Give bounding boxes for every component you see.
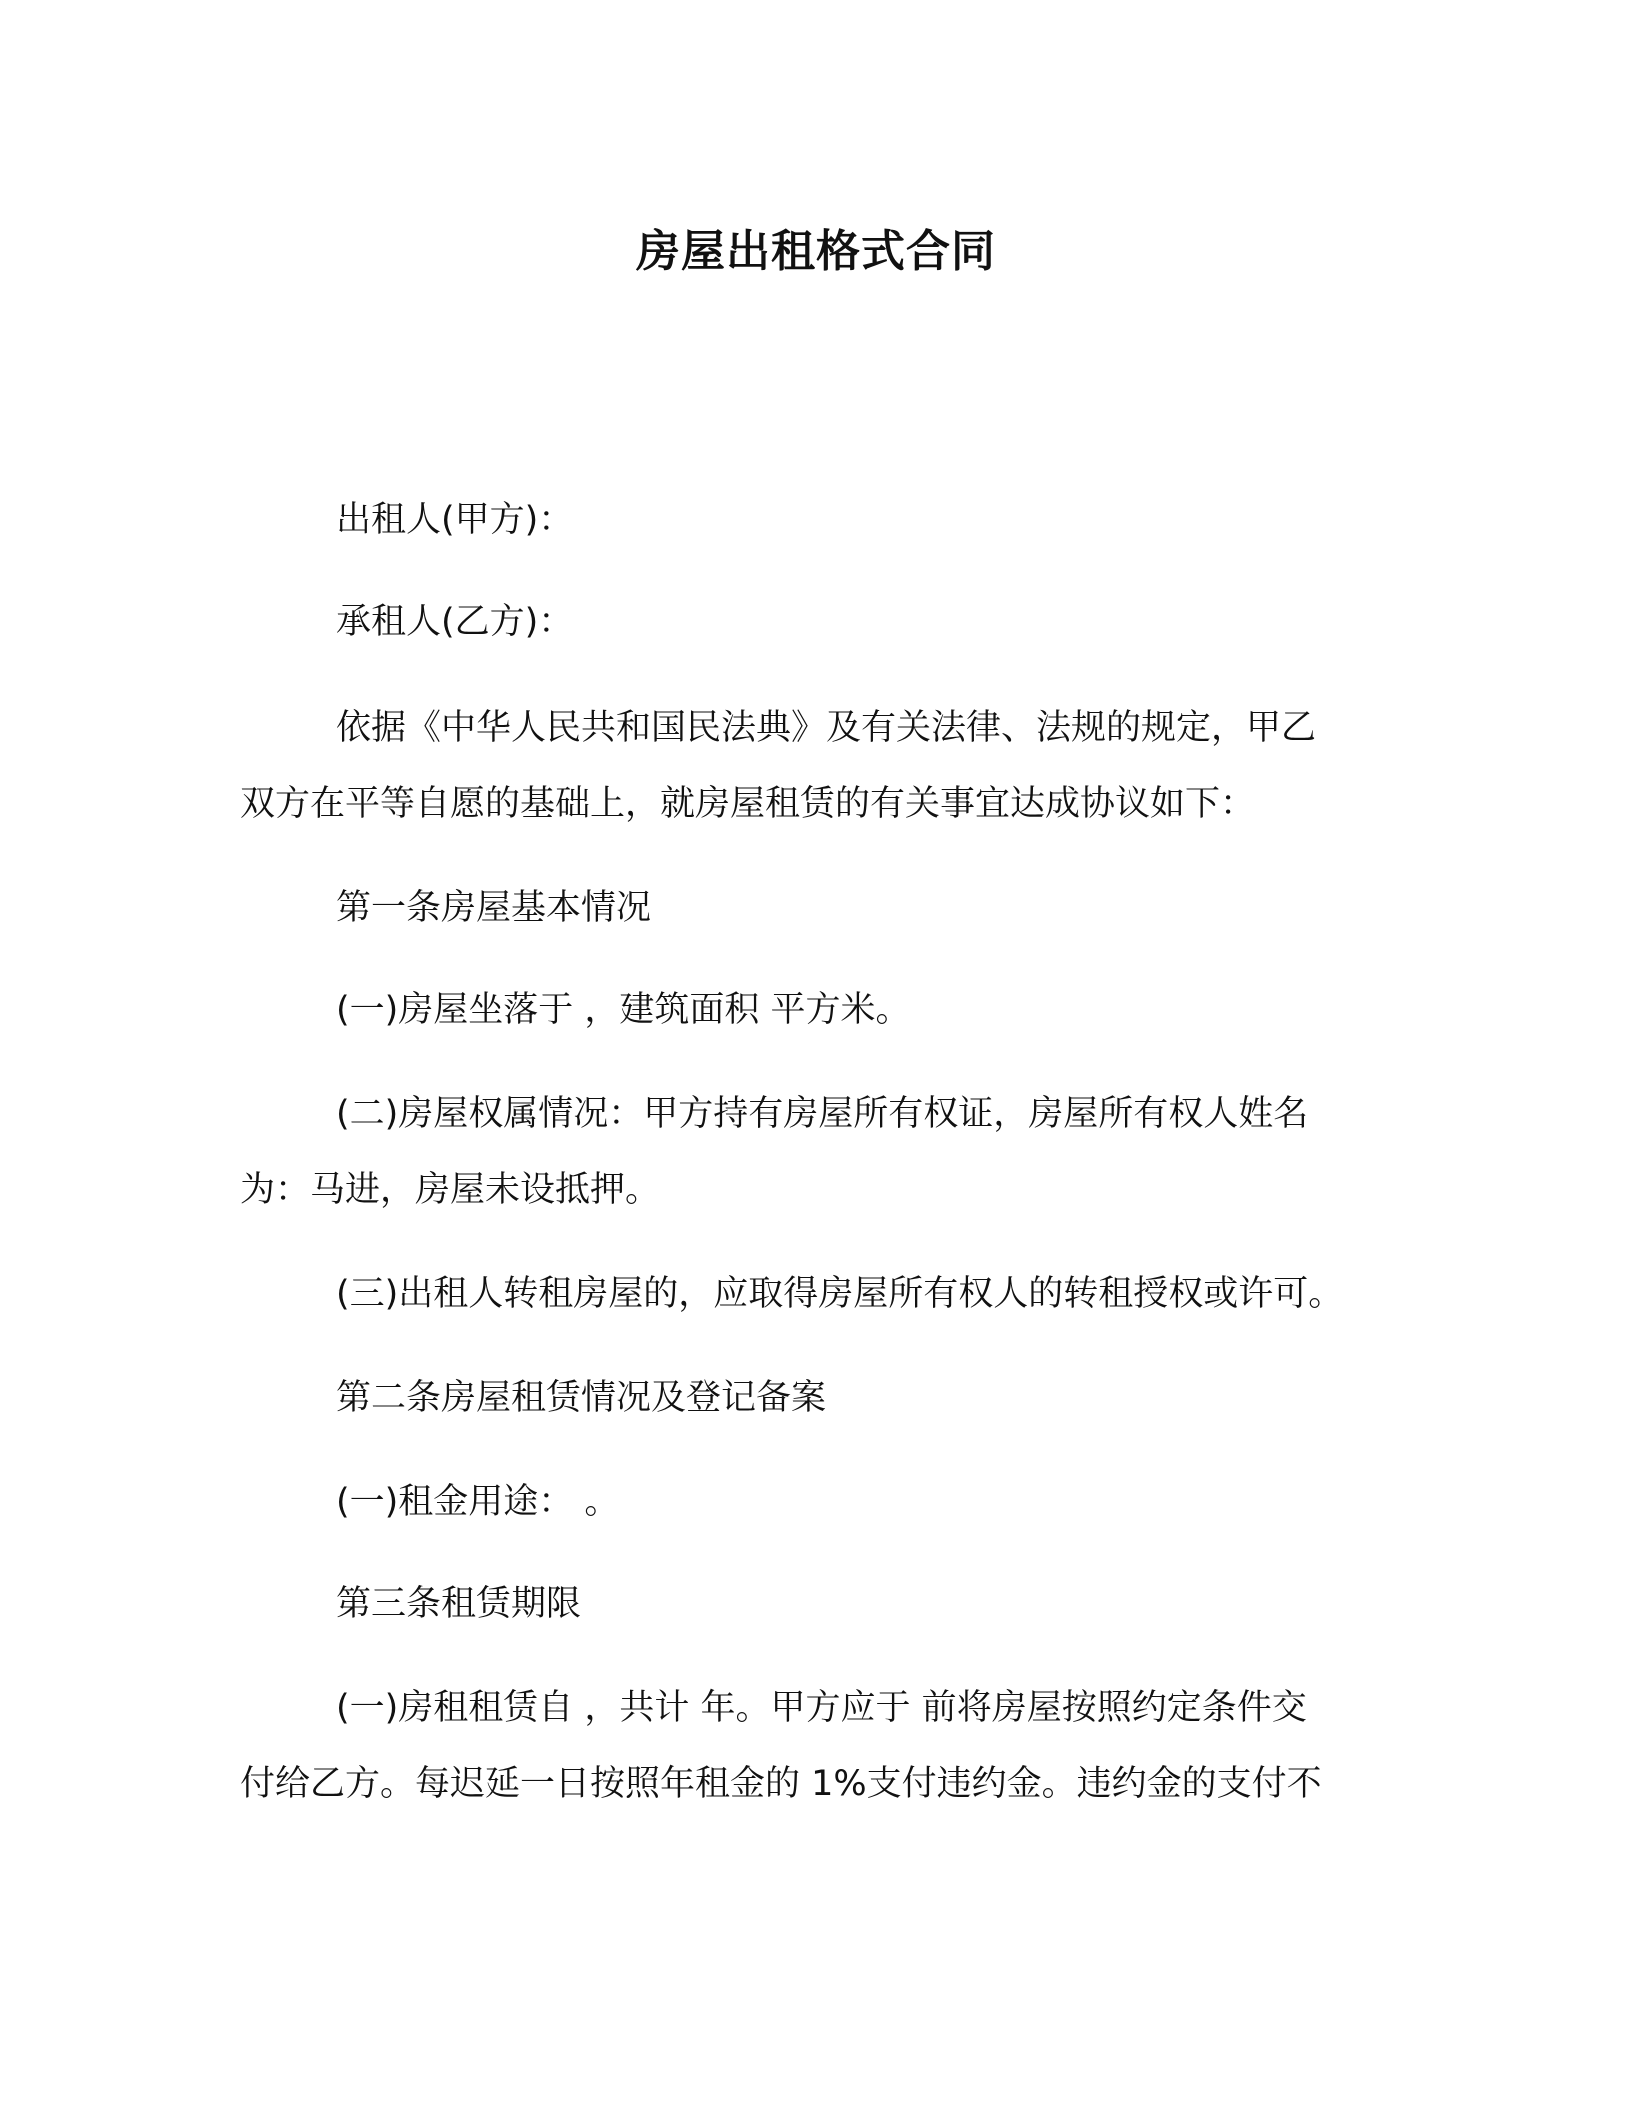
document-title: 房屋出租格式合同 (636, 226, 996, 277)
article-3-item-1-line-2: 付给乙方。每迟延一日按照年租金的 1%支付违约金。违约金的支付不 (240, 1764, 1322, 1804)
article-1-title: 第一条房屋基本情况 (336, 888, 652, 928)
article-1-item-2-line-1: (二)房屋权属情况：甲方持有房屋所有权证，房屋所有权人姓名 (336, 1094, 1309, 1134)
article-3-item-1-line-1: (一)房租租赁自 ，共计 年。甲方应于 前将房屋按照约定条件交 (336, 1688, 1307, 1728)
article-2-title: 第二条房屋租赁情况及登记备案 (336, 1378, 827, 1418)
basis-line-2: 双方在平等自愿的基础上，就房屋租赁的有关事宜达成协议如下： (240, 784, 1256, 824)
article-1-item-2-line-2: 为：马进，房屋未设抵押。 (240, 1170, 661, 1210)
lessee-line: 承租人(乙方)： (336, 602, 574, 642)
article-1-item-3: (三)出租人转租房屋的，应取得房屋所有权人的转租授权或许可。 (336, 1274, 1344, 1314)
lessor-line: 出租人(甲方)： (336, 500, 574, 540)
basis-line-1: 依据《中华人民共和国民法典》及有关法律、法规的规定，甲乙 (336, 708, 1317, 748)
article-3-title: 第三条租赁期限 (336, 1584, 582, 1624)
article-1-item-1: (一)房屋坐落于 ，建筑面积 平方米。 (336, 990, 911, 1030)
article-2-item-1: (一)租金用途： 。 (336, 1482, 620, 1522)
